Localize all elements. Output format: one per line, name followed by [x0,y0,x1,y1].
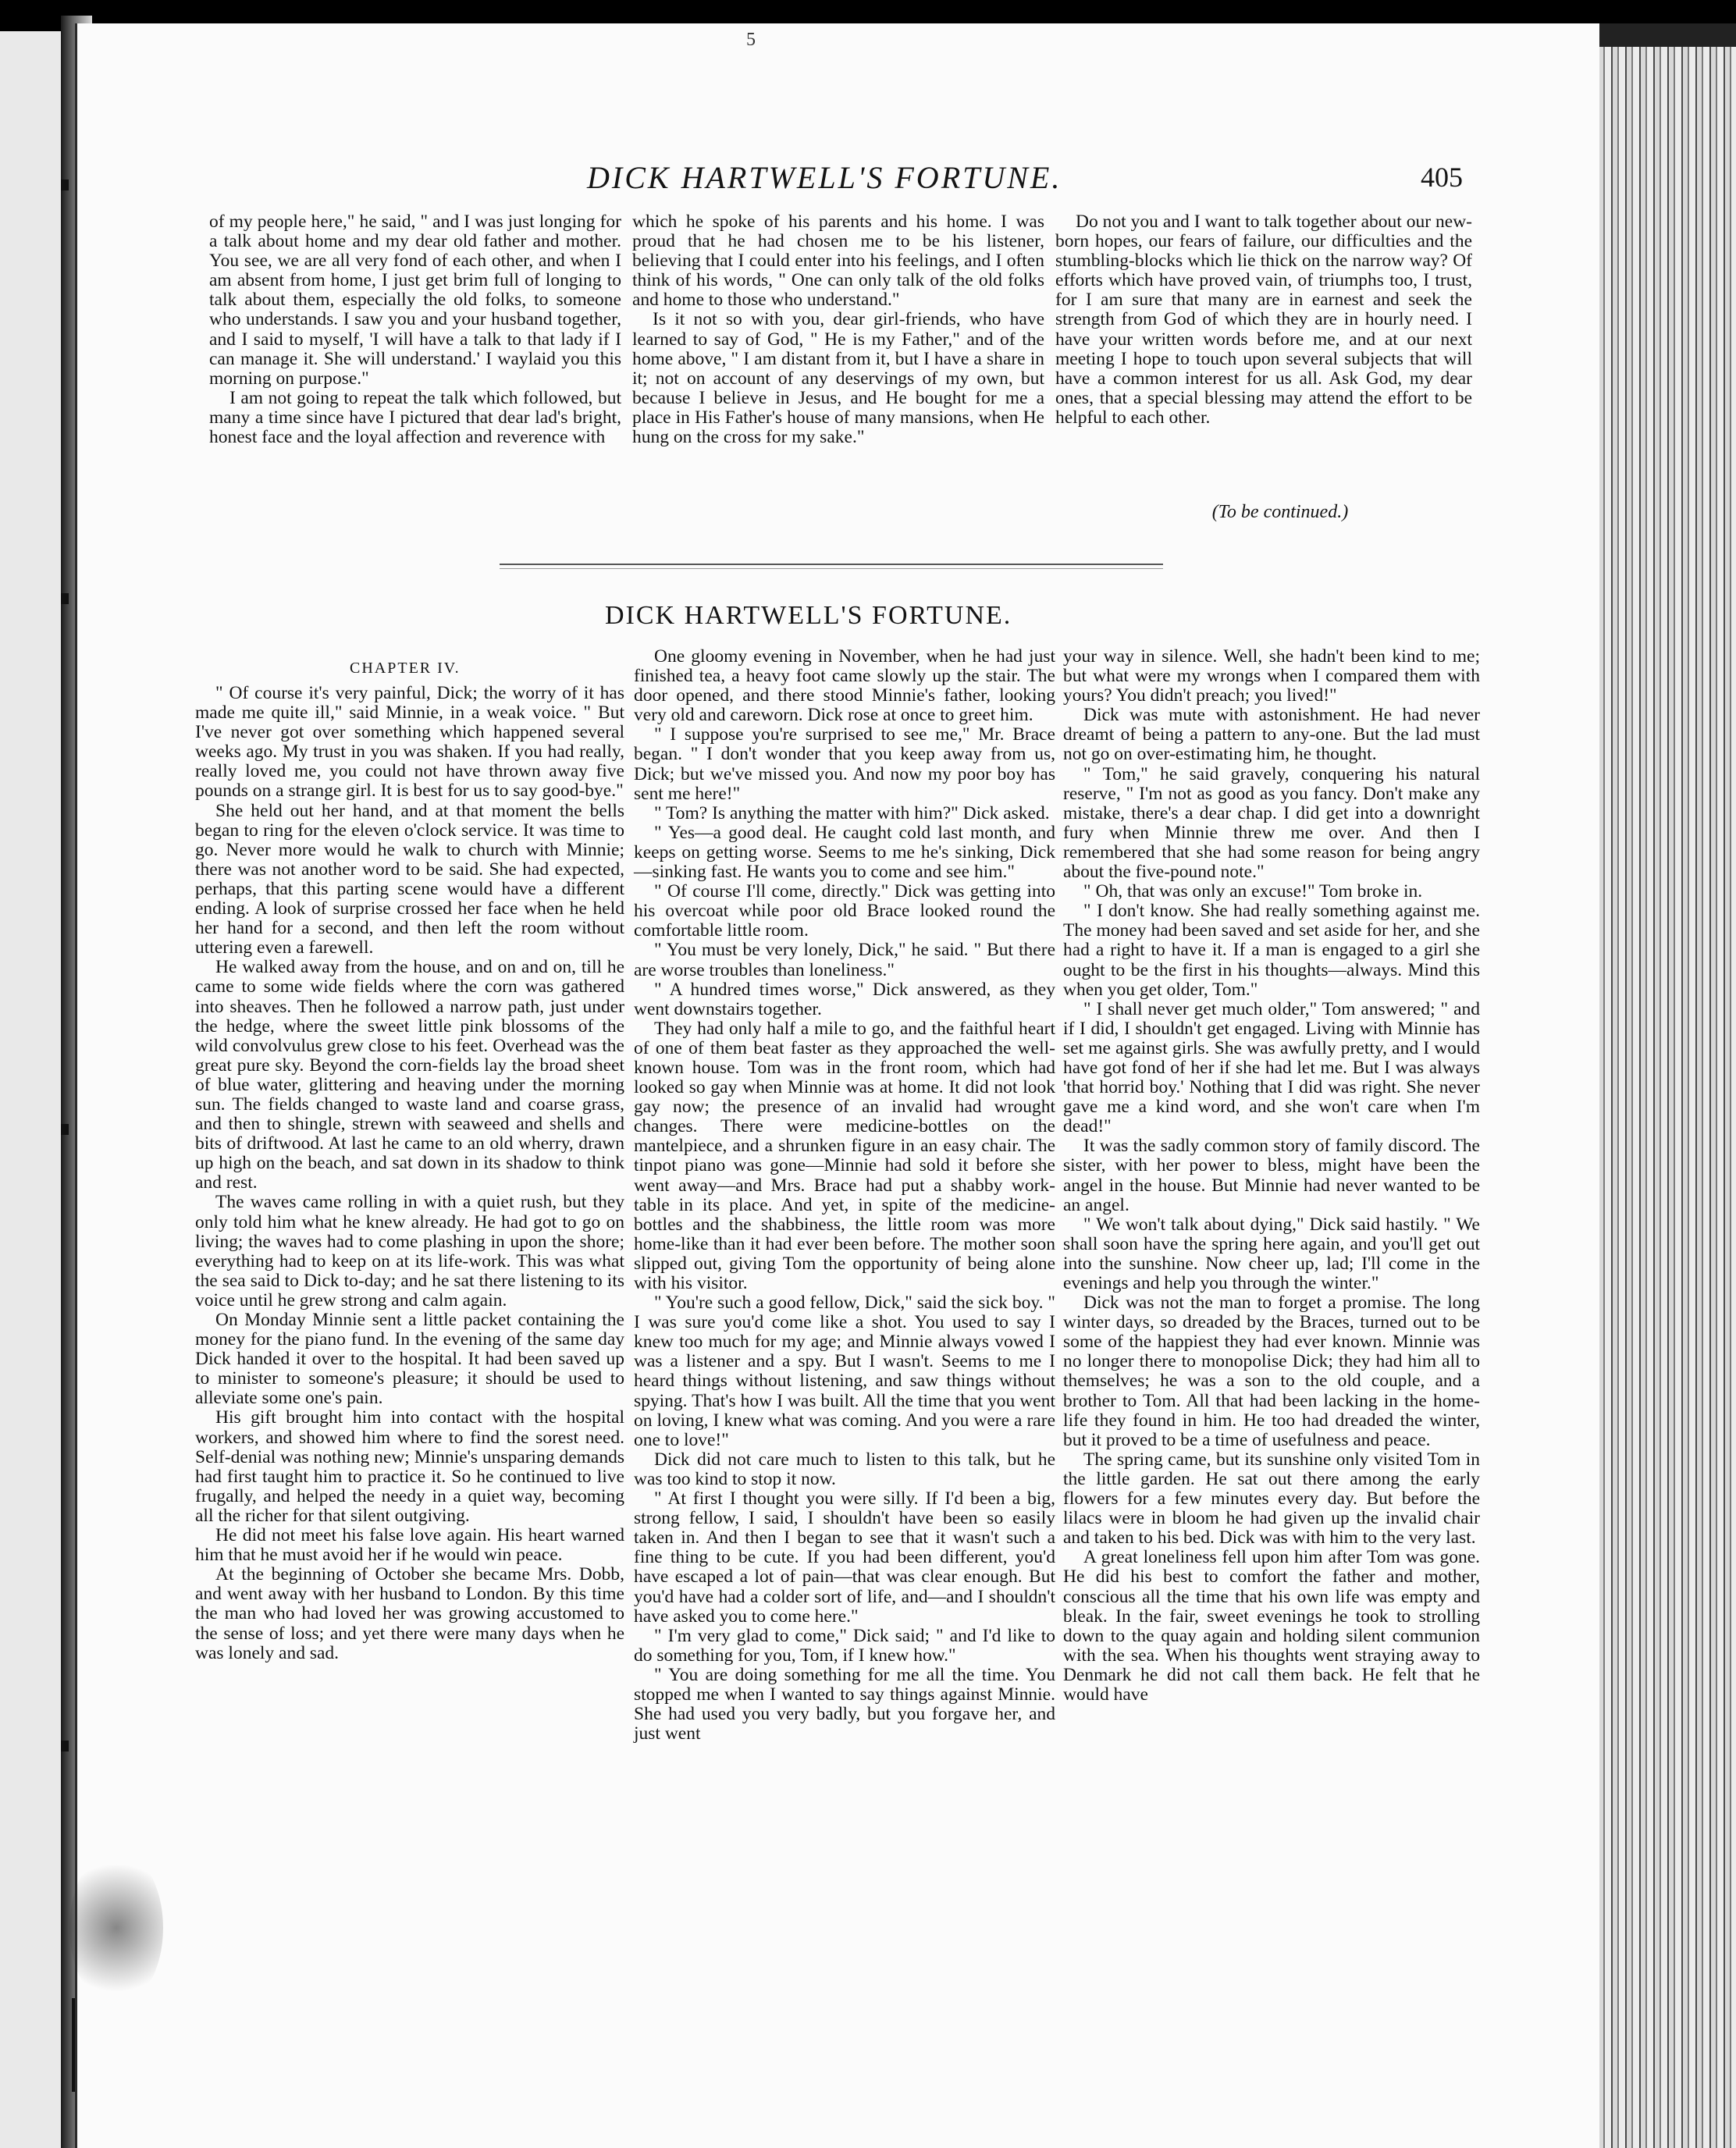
paragraph: A great loneliness fell upon him after Tom was gone. He did his best to comfort the father and mother, conscious all the time that his own life was empty and bleak. In the fair, sweet evenings he took to strolling down to the quay again and holding silent communion with the sea. When his thoughts went straying away to Denmark he did not call them back. He felt that he would have [1063,1547,1480,1705]
running-title: DICK HARTWELL'S FORTUNE. [587,160,1062,195]
previous-story-column-2 [632,212,1044,447]
paragraph: His gift brought him into contact with the hospital workers, and showed him where to find the sorest need. Self-denial was nothing new; Minnie's unsparing demands had first taught him to practice it. So he continued to live frugally, and helped the needy in a quiet way, becoming all the richer for that silent outgiving. [195,1407,624,1526]
paragraph: Do not you and I want to talk together about our new-born hopes, our fears of failure, our difficulties and the stumbling-blocks which lie thick on the narrow way? Of efforts which have proved vain, of triumphs too, I trust, for I am sure that many are in earnest and seek the strength from God of which they are in hourly need. I have your written words before me, and at our next meeting I hope to touch upon several subjects that will have a common interest for us all. Ask God, my dear ones, that a special blessing may attend the effort to be helpful to each other. [1055,212,1472,428]
left-page-edge [0,31,69,2148]
paragraph: Is it not so with you, dear girl-friends, who have learned to say of God, " He is my Father," and of the home above, " I am distant from it, but I have a share in it; not on account of any deservings of my own, but because I believe in Jesus, and He bought for me a place in His Father's house of many mansions, when He hung on the cross for my sake." [632,309,1044,448]
paragraph: The waves came rolling in with a quiet rush, but they only told him what he knew already. He had got to go on living; the waves had to come plashing in upon the shore; everything had to keep on at its life-work. This was what the sea said to Dick to-day; and he sat there listening to its voice until he grew strong and calm again. [195,1192,624,1310]
page-number: 405 [1421,162,1463,193]
paragraph: " You must be very lonely, Dick," he said. " But there are worse troubles than loneliness." [634,940,1055,980]
paragraph: One gloomy evening in November, when he had just finished tea, a heavy foot came slowly up the stair. The door opened, and there stood Minnie's father, looking very old and careworn. Dick rose at once to greet him. [634,646,1055,726]
paragraph: " I'm very glad to come," Dick said; " and I'd like to do something for you, Tom, if I knew how." [634,1625,1055,1666]
paragraph: He walked away from the house, and on and on, till he came to some wide fields where the corn was gathered into sheaves. Then he followed a narrow path, just under the hedge, where the sweet little pink blossoms of the wild convolvulus grew close to his feet. Overhead was the great pure sky. Beyond the corn-fields lay the broad sheet of blue water, glittering and heaving under the morning sun. The fields changed to waste land and coarse grass, and then to shingle, strewn with seaweed and shells and bits of driftwood. At last he came to an old wherry, drawn up high on the beach, and sat down in its shadow to think and rest. [195,957,624,1193]
paragraph: The spring came, but its sunshine only visited Tom in the little garden. He sat out there among the early flowers for a few minutes every day. But before the lilacs were in bloom he had given up the invalid chair and taken to his bed. Dick was with him to the very last. [1063,1449,1480,1549]
paragraph: " A hundred times worse," Dick answered, as they went downstairs together. [634,979,1055,1019]
paragraph: " Yes—a good deal. He caught cold last month, and keeps on getting worse. Seems to me he's sinking, Dick—sinking fast. He wants you to come and see him." [634,822,1055,883]
paragraph: your way in silence. Well, she hadn't been kind to me; but what were my wrongs when I compared them with yours? You didn't preach; you lived!" [1063,646,1480,706]
chapter-heading: CHAPTER IV. [350,660,461,677]
paragraph: of my people here," he said, " and I was just longing for a talk about home and my dear old father and mother. You see, we are all very fond of each other, and when I am absent from home, I just get brim full of longing to talk about them, especially the old folks, to someone who understands. I saw you and your husband together, and I said to myself, 'I will have a talk to that lady if I can manage it. She will understand.' I waylaid you this morning on purpose." [209,212,621,389]
binding-mark [61,593,69,604]
previous-story-column-1 [209,212,621,447]
story-column-1 [195,684,624,1663]
paragraph: They had only half a mile to go, and the faithful heart of one of them beat faster as they approached the well-known house. Tom was in the front room, which had looked so gay when Minnie was at home. It did not look gay now; the presence of an invalid had wrought changes. There were medicine-bottles on the mantelpiece, and a shrunken figure in an easy chair. The tinpot piano was gone—Minnie had sold it before she went away—and Mrs. Brace had put a shabby work-table in its place. And yet, in spite of the medicine-bottles and the shabbiness, the little room was more home-like than it had ever been before. The mother soon slipped out, giving Tom the opportunity of being alone with his visitor. [634,1018,1055,1293]
paragraph: " I shall never get much older," Tom answered; " and if I did, I shouldn't get engaged. Living with Minnie has set me against girls. She was awfully pretty, and I would have got fond of her if she had let me. But I was always 'that horrid boy.' Nothing that I did was right. She never gave me a kind word, and she won't care when I'm dead!" [1063,998,1480,1137]
paragraph: He did not meet his false love again. His heart warned him that he must avoid her if he would win peace. [195,1525,624,1566]
paragraph: " I suppose you're surprised to see me," Mr. Brace began. " I don't wonder that you keep away from us, Dick; but we've missed you. And now my poor boy has sent me here!" [634,724,1055,804]
smudge [69,1850,163,2006]
paragraph: which he spoke of his parents and his home. I was proud that he had chosen me to be his listener, believing that I could enter into his feelings, and I often think of his words, " One can only talk of the old folks and home to those who understand." [632,212,1044,311]
paragraph: " We won't talk about dying," Dick said hastily. " We shall soon have the spring here again, and you'll get out into the sunshine. Now cheer up, lad; I'll come in the evenings and help you through the winter." [1063,1214,1480,1293]
to-be-continued-note: (To be continued.) [1211,502,1349,522]
page-stack-edge [1585,47,1736,2148]
binding-mark [61,1124,69,1135]
story-title: DICK HARTWELL'S FORTUNE. [605,601,1012,630]
paragraph: " You are doing something for me all the time. You stopped me when I wanted to say things against Minnie. She had used you very badly, but you forgave her, and just went [634,1664,1055,1744]
paragraph: " At first I thought you were silly. If I'd been a big, strong fellow, I said, I shouldn't have been so easily taken in. And then I began to see that it wasn't such a fine thing to be cute. If you had been different, you'd have escaped a lot of pain—that was clear enough. But you'd have had a colder sort of life, and—and I shouldn't have asked you to come here." [634,1488,1055,1627]
paragraph: " Tom? Is anything the matter with him?" Dick asked. [654,802,1050,823]
story-column-3 [1063,647,1480,1705]
paragraph: " Of course it's very painful, Dick; the worry of it has made me quite ill," said Minnie, in a weak voice. " But I've never got over something which happened several weeks ago. My trust in you was shaken. If you had really, really loved me, you could not have thrown away five pounds on a strange girl. It is best for us to say good-bye." [195,683,624,802]
paragraph: She held out her hand, and at that moment the bells began to ring for the eleven o'clock service. It was time to go. Never more would he walk to church with Minnie; there was not another word to be said. She had expected, perhaps, that this parting scene would have a different ending. A look of surprise crossed her face when he held her hand for a second, and then left the room without uttering even a farewell. [195,800,624,958]
paragraph: On Monday Minnie sent a little packet containing the money for the piano fund. In the evening of the same day Dick handed it over to the hospital. It had been saved up to minister to someone's pleasure; it should be used to alleviate some one's pain. [195,1310,624,1409]
paragraph: It was the sadly common story of family discord. The sister, with her power to bless, might have been the angel in the house. But Minnie had never wanted to be an angel. [1063,1136,1480,1215]
paragraph: " You're such a good fellow, Dick," said the sick boy. " I was sure you'd come like a shot. You used to say I knew too much for my age; and Minnie always vowed I was a listener and a spy. But I wasn't. Seems to me I heard things without listening, and saw things without spying. That's how I was built. All the time that you went on loving, I knew what was coming. And you were a rare one to love!" [634,1293,1055,1450]
top-mark: 5 [746,30,756,50]
section-divider [500,568,1163,569]
section-divider [500,564,1163,565]
paragraph: Dick did not care much to listen to this talk, but he was too kind to stop it now. [634,1449,1055,1489]
paragraph: " Tom," he said gravely, conquering his natural reserve, " I'm not as good as you fancy. Don't make any mistake, there's a dear chap. I did get into a downright fury when Minnie threw me over. And then I remembered that she had some reason for being angry about the five-pound note." [1063,763,1480,883]
paragraph: " I don't know. She had really something against me. The money had been saved and set aside for her, and she had a right to have it. If a man is engaged to a girl she ought to be the first in his thoughts—always. Mind this when you get older, Tom." [1063,901,1480,1000]
paragraph: " Of course I'll come, directly." Dick was getting into his overcoat while poor old Brace looked round the comfortable little room. [634,881,1055,941]
paragraph: " Oh, that was only an excuse!" Tom broke in. [1083,881,1423,902]
previous-story-column-3 [1055,212,1472,428]
story-column-2 [634,647,1055,1744]
binding-mark [61,1741,69,1751]
paragraph: Dick was mute with astonishment. He had never dreamt of being a pattern to any-one. But the lad must not go on over-estimating him, he thought. [1063,705,1480,765]
paragraph: I am not going to repeat the talk which followed, but many a time since have I pictured that dear lad's bright, honest face and the loyal affection and reverence with [209,387,621,448]
paragraph: At the beginning of October she became Mrs. Dobb, and went away with her husband to London. By this time the man who had loved her was growing accustomed to the sense of loss; and yet there were many days when he was lonely and sad. [195,1564,624,1663]
binding-mark [61,180,69,190]
paragraph: Dick was not the man to forget a promise. The long winter days, so dreaded by the Braces, turned out to be some of the happiest they had ever known. Minnie was no longer there to monopolise Dick; they had him all to themselves; he was a son to the old couple, and a brother to Tom. All that had been lacking in the home-life they found in him. He too had dreaded the winter, but it proved to be a time of usefulness and peace. [1063,1293,1480,1450]
